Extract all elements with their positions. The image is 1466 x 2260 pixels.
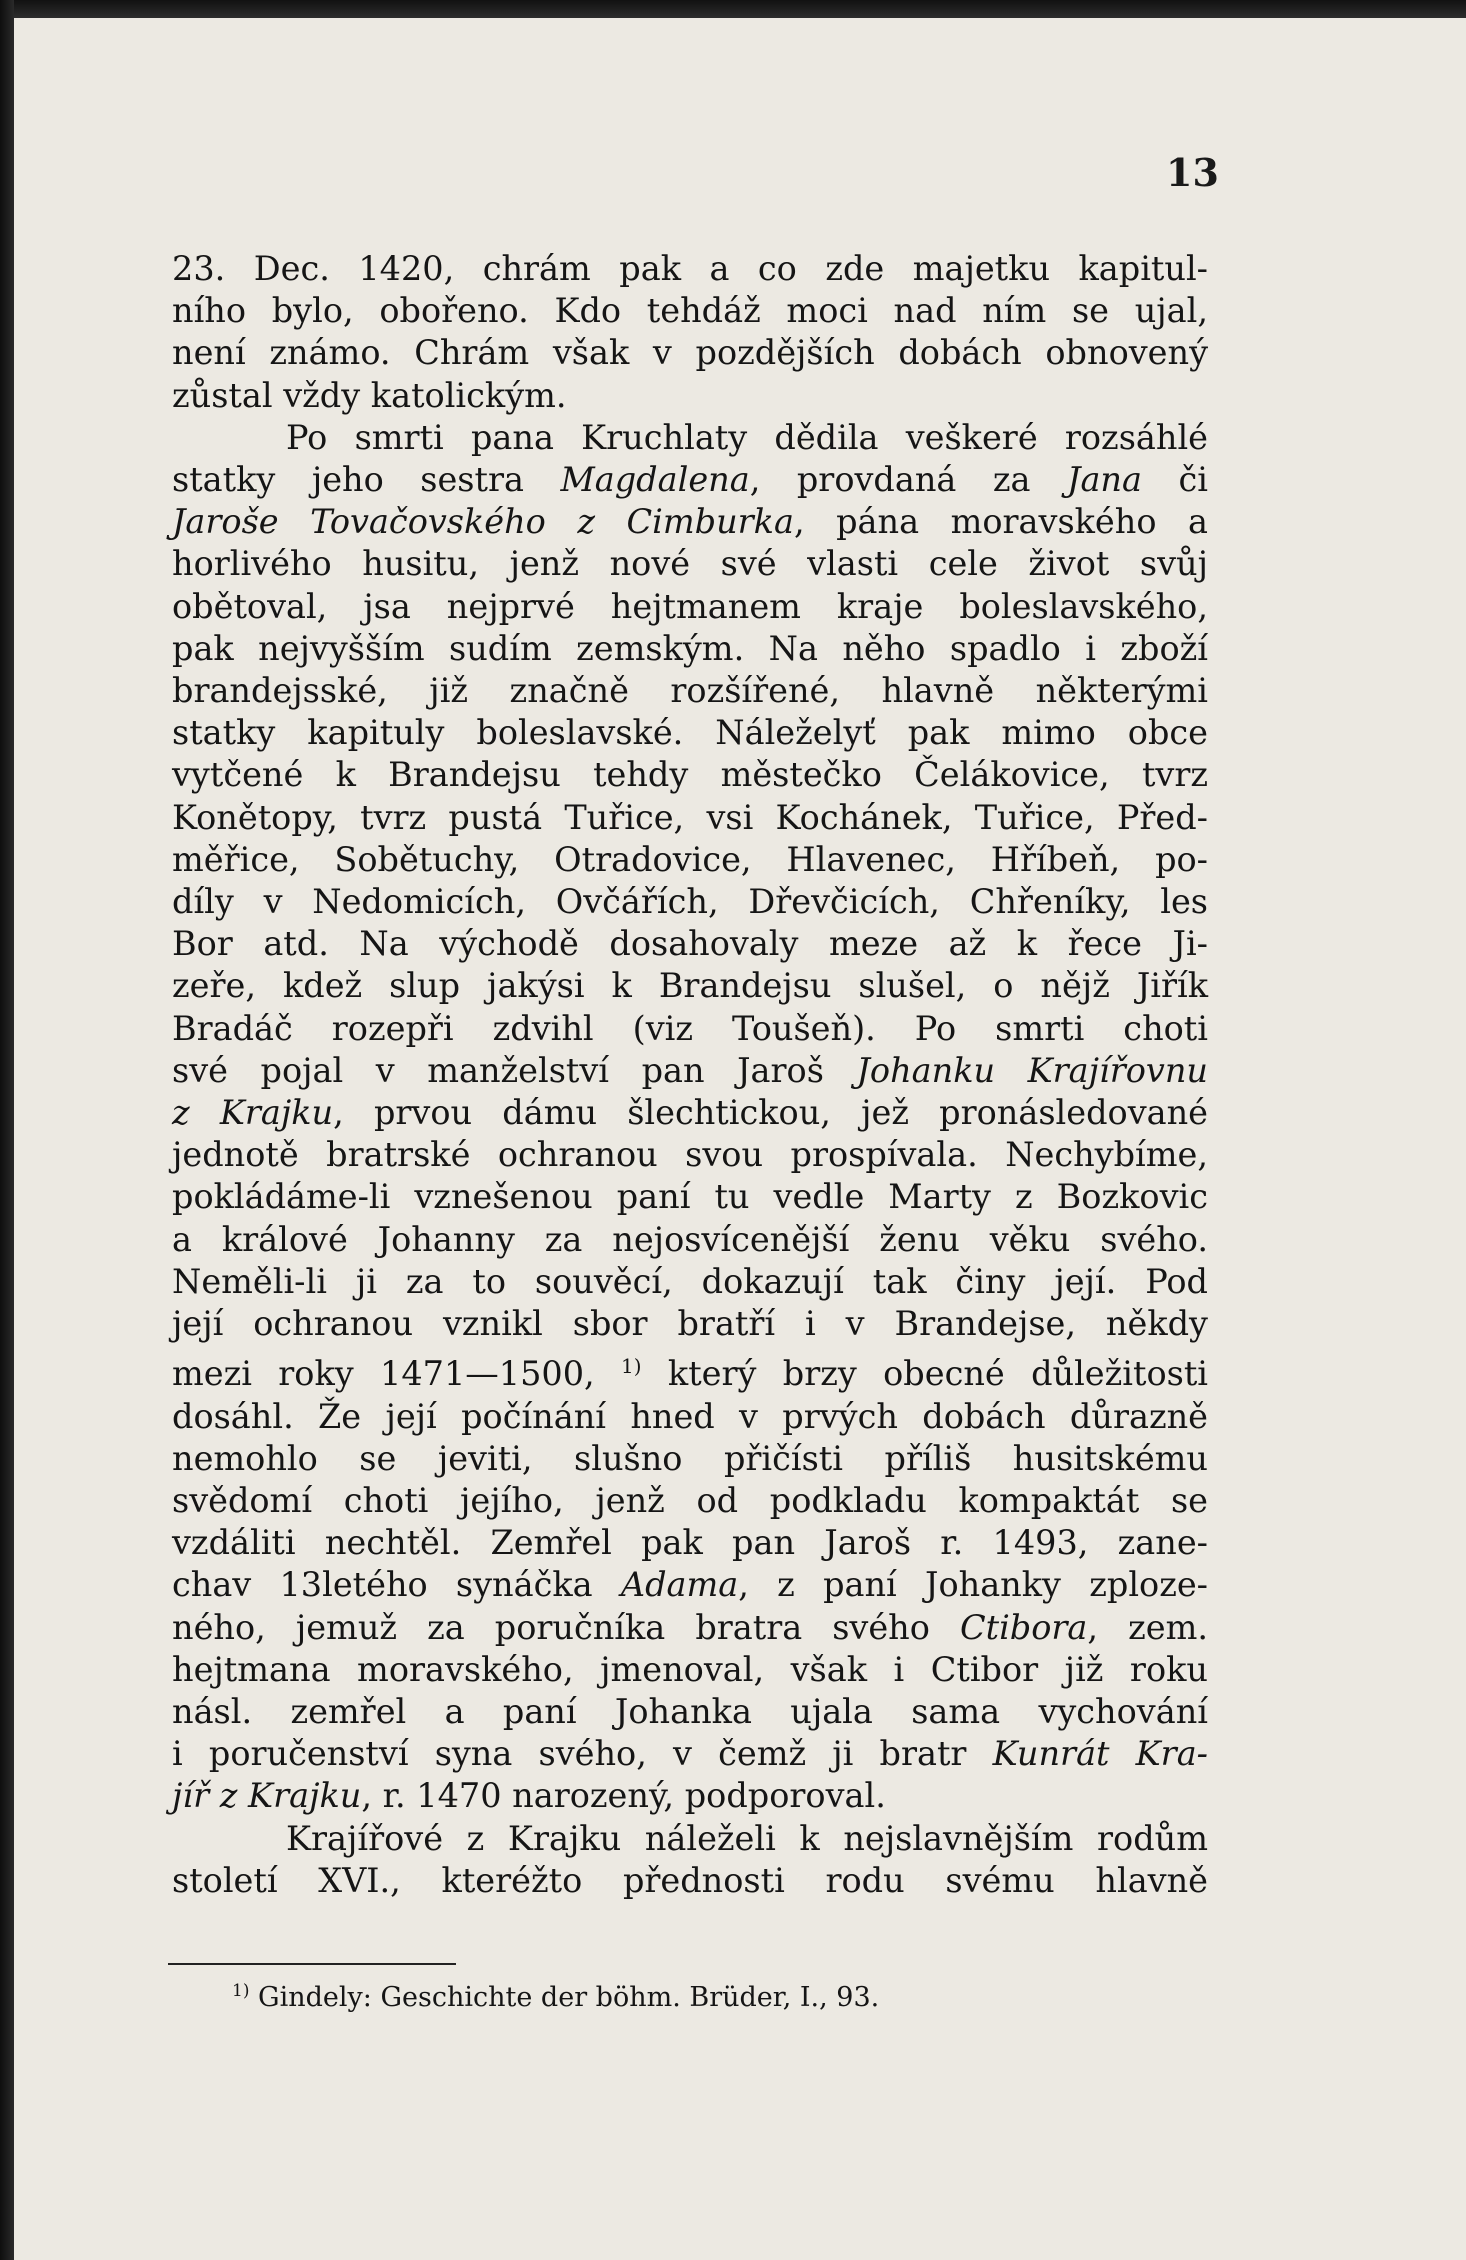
text-line: jednotě bratrské ochranou svou prospívala. Nechybíme, xyxy=(172,1135,1208,1175)
text-run: chav 13letého synáčka xyxy=(172,1565,593,1605)
text-line-paragraph-start: Krajířové z Krajku náleželi k nejslavnějším rodům xyxy=(286,1818,1208,1858)
text-line: dosáhl. Že její počínání hned v prvých dobách důrazně xyxy=(172,1396,1208,1436)
person-name: jíř z Krajku xyxy=(172,1776,362,1816)
text-line: nemohlo se jeviti, slušno přičísti příliš husitskému xyxy=(172,1438,1208,1478)
text-run: , r. 1470 narozený, podporoval. xyxy=(361,1776,886,1816)
text-run: , pána moravského a xyxy=(793,502,1208,542)
footnote-reference: 1) xyxy=(621,1354,642,1379)
text-run: i poručenství syna svého, v čemž ji bratr xyxy=(172,1734,967,1774)
text-line xyxy=(172,1733,1208,1775)
person-name: z Krajku xyxy=(172,1093,334,1133)
text-line: násl. zemřel a paní Johanka ujala sama vychování xyxy=(172,1692,1208,1732)
footnote xyxy=(232,1981,879,2013)
person-name: Ctibora xyxy=(959,1607,1088,1647)
footnote-text: Gindely: Geschichte der böhm. Brüder, I., 93. xyxy=(249,1982,880,2013)
text-run: který brzy obecné důležitosti xyxy=(641,1354,1208,1394)
scan-border-left xyxy=(0,0,14,2260)
text-line-paragraph-start: Po smrti pana Kruchlaty dědila veškeré rozsáhlé xyxy=(286,417,1208,457)
text-line: brandejsské, již značně rozšířené, hlavně některými xyxy=(172,671,1208,711)
text-line xyxy=(172,1564,1208,1606)
body-text xyxy=(172,248,1208,1902)
text-line: ního bylo, obořeno. Kdo tehdáž moci nad ním se ujal, xyxy=(172,291,1208,331)
text-line xyxy=(172,1050,1208,1092)
text-line xyxy=(172,501,1208,543)
text-run: , zem. xyxy=(1087,1607,1208,1647)
text-line: pak nejvyšším sudím zemským. Na něho spadlo i zboží xyxy=(172,628,1208,668)
text-line: vytčené k Brandejsu tehdy městečko Čelákovice, tvrz xyxy=(172,755,1208,795)
page-number: 13 xyxy=(1166,150,1219,195)
text-line: statky kapituly boleslavské. Náleželyť pak mimo obce xyxy=(172,713,1208,753)
text-line: měřice, Sobětuchy, Otradovice, Hlavenec, Hříbeň, po- xyxy=(172,839,1208,879)
text-run: , z paní Johanky zploze- xyxy=(738,1565,1208,1605)
footnote-marker: 1) xyxy=(232,1981,250,2001)
footnote-divider xyxy=(168,1963,456,1965)
text-line: Bor atd. Na východě dosahovaly meze až k řece Ji- xyxy=(172,924,1208,964)
text-line: její ochranou vznikl sbor bratří i v Brandejse, někdy xyxy=(172,1304,1208,1344)
person-name: Magdalena xyxy=(560,460,750,500)
text-line: díly v Nedomicích, Ovčářích, Dřevčicích, Chřeníky, les xyxy=(172,882,1208,922)
person-name: Johanku Krajířovnu xyxy=(856,1050,1208,1090)
person-name: Jaroše Tovačovského z Cimburka xyxy=(172,502,794,542)
text-line: zůstal vždy katolickým. xyxy=(172,375,567,415)
text-run: své pojal v manželství pan Jaroš xyxy=(172,1050,824,1090)
text-line xyxy=(172,1775,1208,1817)
text-run: statky jeho sestra xyxy=(172,460,524,500)
text-line xyxy=(172,1345,1208,1395)
text-line: a králové Johanny za nejosvícenější ženu věku svého. xyxy=(172,1219,1208,1259)
text-line: vzdáliti nechtěl. Zemřel pak pan Jaroš r. 1493, zane- xyxy=(172,1523,1208,1563)
text-run: či xyxy=(1178,460,1208,500)
text-line: 23. Dec. 1420, chrám pak a co zde majetku kapitul- xyxy=(172,249,1208,288)
person-name: Adama xyxy=(620,1565,739,1605)
text-line: Bradáč rozepři zdvihl (viz Toušeň). Po smrti choti xyxy=(172,1008,1208,1048)
text-line: není známo. Chrám však v pozdějších dobách obnovený xyxy=(172,333,1208,373)
text-line: století XVI., kteréžto přednosti rodu svému hlavně xyxy=(172,1860,1208,1900)
text-line: svědomí choti jejího, jenž od podkladu kompaktát se xyxy=(172,1481,1208,1521)
text-line: Konětopy, tvrz pustá Tuřice, vsi Kochánek, Tuřice, Před- xyxy=(172,797,1208,837)
text-line: horlivého husitu, jenž nové své vlasti cele život svůj xyxy=(172,544,1208,584)
text-line xyxy=(172,1092,1208,1134)
person-name: Kunrát Kra- xyxy=(992,1734,1208,1774)
text-run: mezi roky 1471—1500, xyxy=(172,1354,595,1394)
text-run: , prvou dámu šlechtickou, jež pronásledované xyxy=(333,1093,1208,1133)
text-line xyxy=(172,1607,1208,1649)
text-line: Neměli-li ji za to souvěcí, dokazují tak činy její. Pod xyxy=(172,1261,1208,1301)
text-run: , provdaná za xyxy=(749,460,1031,500)
text-line: pokládáme-li vznešenou paní tu vedle Marty z Bozkovic xyxy=(172,1177,1208,1217)
text-line: obětoval, jsa nejprvé hejtmanem kraje boleslavského, xyxy=(172,586,1208,626)
text-run: ného, jemuž za poručníka bratra svého xyxy=(172,1607,930,1647)
text-line: zeře, kdež slup jakýsi k Brandejsu slušel, o nějž Jiřík xyxy=(172,966,1208,1006)
text-line xyxy=(172,459,1208,501)
person-name: Jana xyxy=(1067,460,1142,500)
scan-border-top xyxy=(0,0,1466,18)
text-line: hejtmana moravského, jmenoval, však i Ctibor již roku xyxy=(172,1649,1208,1689)
